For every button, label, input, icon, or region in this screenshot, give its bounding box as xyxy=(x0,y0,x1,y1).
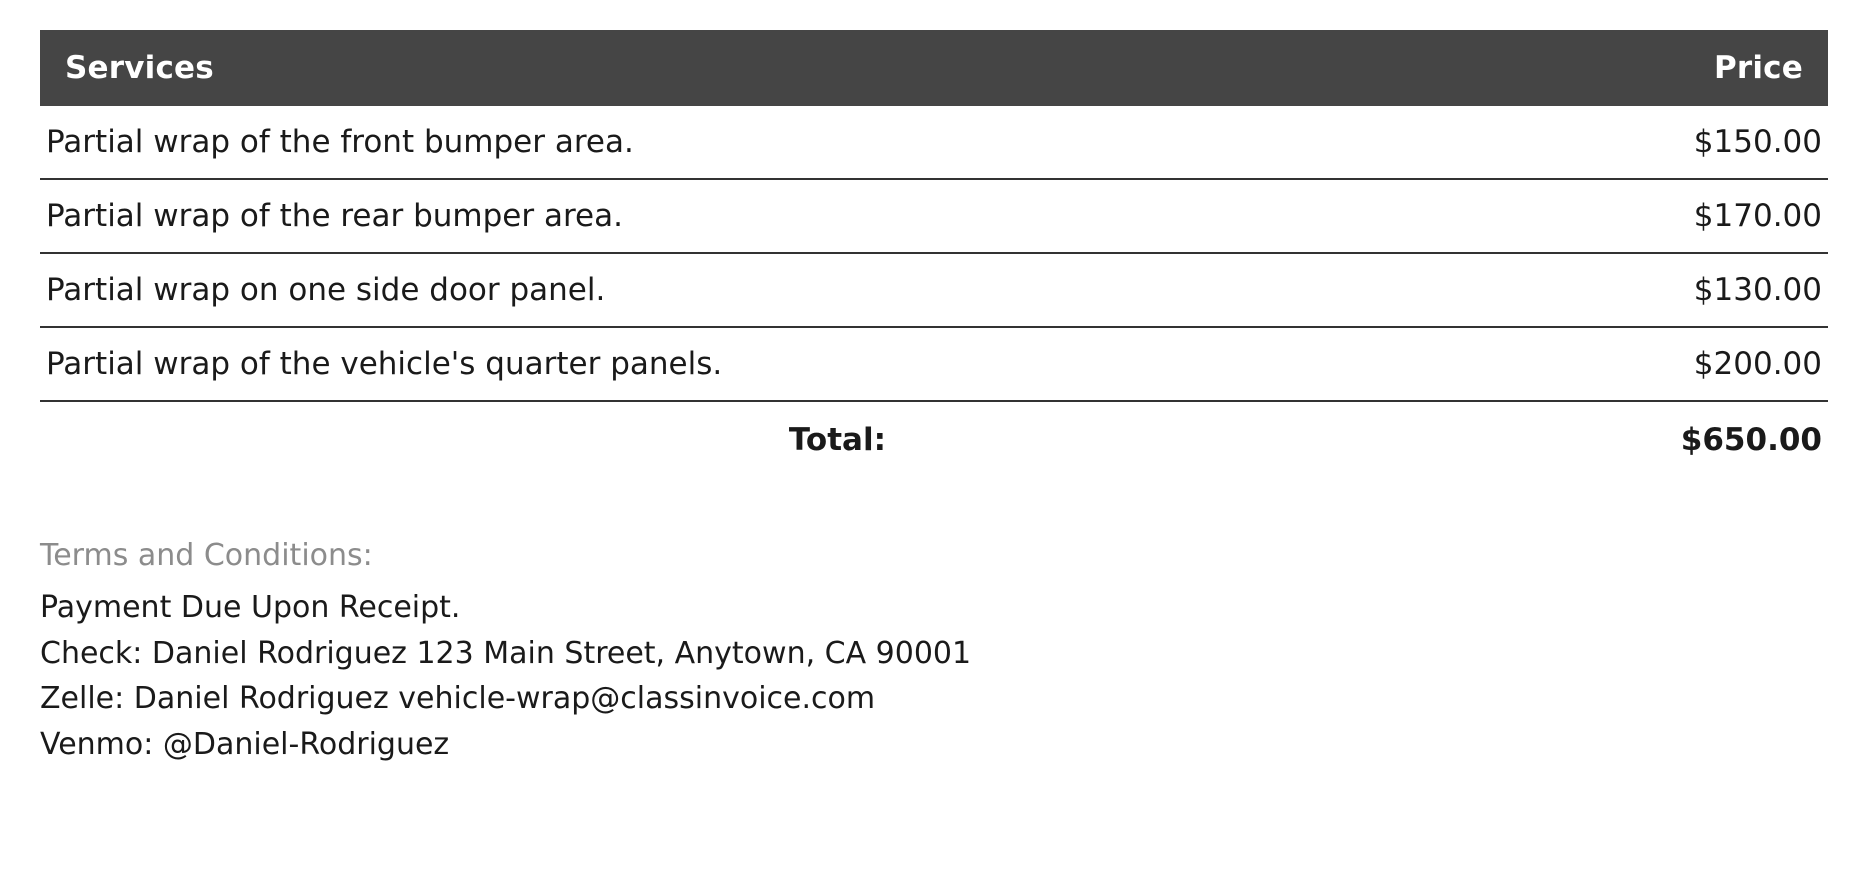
table-row xyxy=(40,106,1828,179)
service-description: Partial wrap on one side door panel. xyxy=(40,253,934,327)
terms-line: Payment Due Upon Receipt. xyxy=(40,590,461,625)
table-header xyxy=(40,30,1828,106)
terms-heading: Terms and Conditions: xyxy=(40,538,373,573)
table-total-row xyxy=(40,401,1828,476)
service-description: Partial wrap of the rear bumper area. xyxy=(40,179,934,253)
service-description: Partial wrap of the front bumper area. xyxy=(40,106,934,179)
service-price: $150.00 xyxy=(934,106,1828,179)
total-label: Total: xyxy=(788,422,886,458)
terms-line: Check: Daniel Rodriguez 123 Main Street, Anytown, CA 90001 xyxy=(40,635,972,671)
column-header-services: Services xyxy=(40,30,934,106)
terms-line: Zelle: Daniel Rodriguez vehicle-wrap@classinvoice.com xyxy=(40,681,876,717)
total-value: $650.00 xyxy=(1680,422,1822,458)
column-header-price: Price xyxy=(934,30,1828,106)
service-price: $200.00 xyxy=(934,327,1828,401)
table-header-row xyxy=(40,30,1828,106)
service-price: $170.00 xyxy=(934,179,1828,253)
terms-and-conditions xyxy=(40,538,1828,767)
table-row xyxy=(40,179,1828,253)
table-row xyxy=(40,327,1828,401)
table-body xyxy=(40,106,1828,476)
table-row xyxy=(40,253,1828,327)
services-table xyxy=(40,30,1828,476)
service-price: $130.00 xyxy=(934,253,1828,327)
terms-line: Venmo: @Daniel-Rodriguez xyxy=(40,726,450,762)
service-description: Partial wrap of the vehicle's quarter panels. xyxy=(40,327,934,401)
